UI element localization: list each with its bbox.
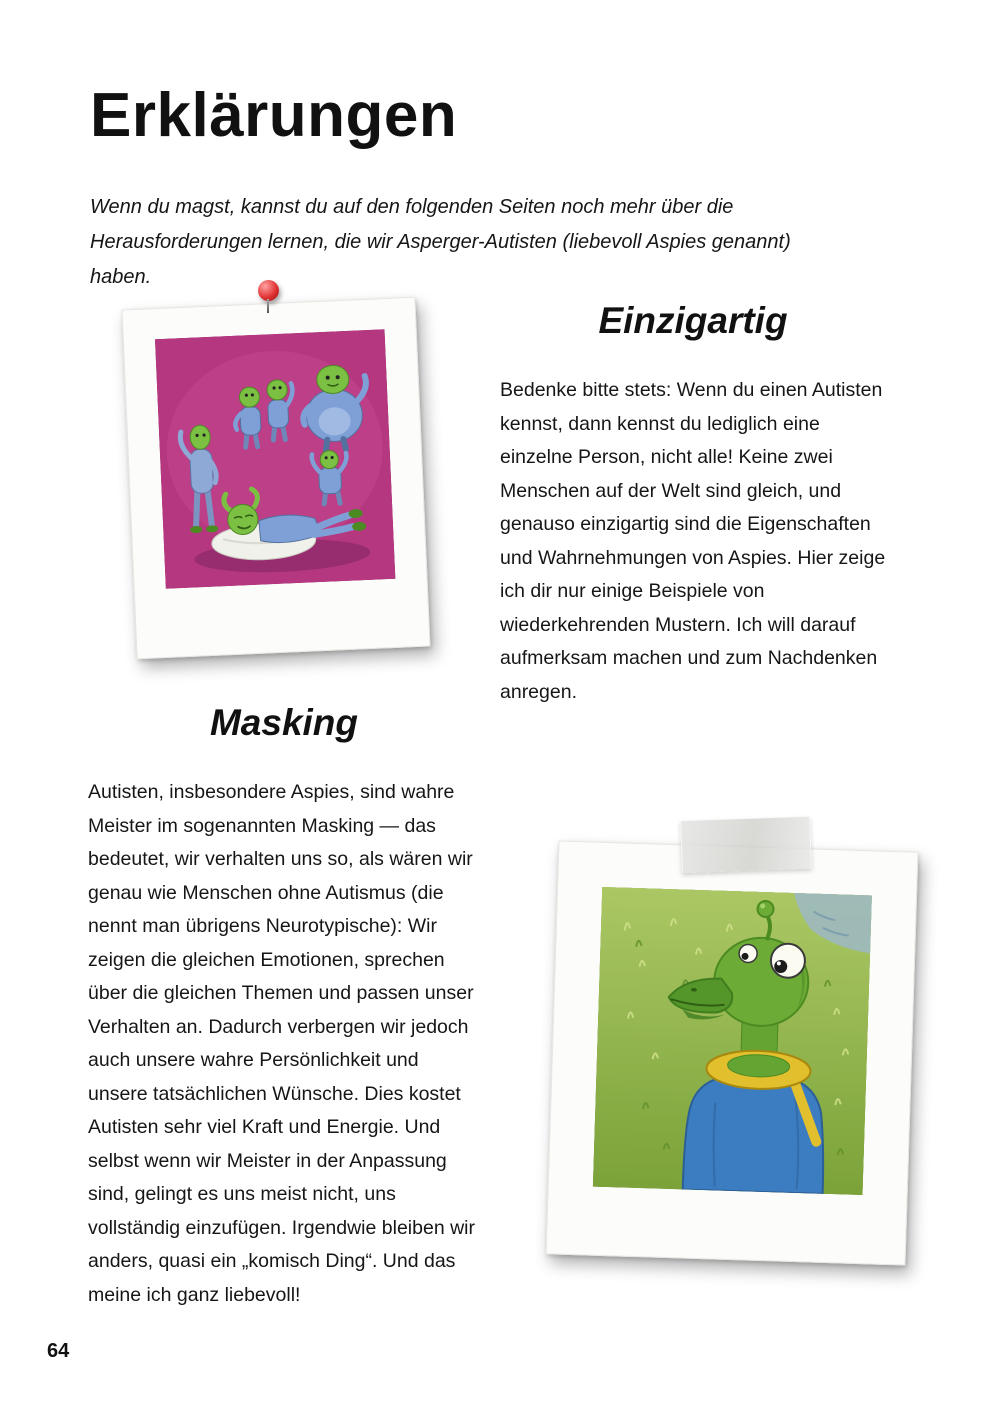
duck-illustration: [593, 887, 872, 1195]
masking-body: Autisten, insbesondere Aspies, sind wahre Meister im sogenannten Masking — das bedeutet, wir verhalten uns so, als wären wir genau wie Menschen ohne Autismus (die nennt man übrigens Neurotypische): Wir zeigen die gleichen Emotionen, sprechen über die gleichen Themen und passen unser Verhalten an. Dadurch verbergen wir jedoch auch unsere wahre Persönlichkeit und unsere tatsächlichen Wünsche. Dies kostet Autisten sehr viel Kraft und Energie. Und selbst wenn wir Meister in der Anpassung sind, gelingt es uns meist nicht, uns vollständig einzufügen. Irgendwie bleiben wir anders, quasi ein „komisch Ding“. Und das meine ich ganz liebevoll!: [88, 781, 475, 1306]
page-number: 64: [47, 1340, 70, 1362]
einzigartig-heading: Einzigartig: [598, 300, 788, 341]
aliens-polaroid: [122, 297, 431, 659]
section-masking: [88, 702, 480, 1312]
aliens-photo: [155, 329, 396, 589]
masking-heading: Masking: [209, 702, 359, 743]
duck-body: [683, 1074, 827, 1194]
page-title: Erklärungen: [90, 81, 458, 150]
intro-paragraph: Wenn du magst, kannst du auf den folgenden Seiten noch mehr über die Herausforderungen lernen, die wir Asperger-Autisten (liebevoll Aspies genannt) haben.: [90, 196, 791, 288]
duck-polaroid: [546, 840, 919, 1265]
section-einzigartig: [500, 300, 886, 709]
einzigartig-body: Bedenke bitte stets: Wenn du einen Autisten kennst, dann kennst du lediglich eine einzelne Person, nicht alle! Keine zwei Menschen auf der Welt sind gleich, und genauso einzigartig sind die Eigenschaften und Wahrnehmungen von Aspies. Hier zeige ich dir nur einige Beispiele von wiederkehrenden Mustern. Ich will darauf aufmerksam machen und zum Nachdenken anregen.: [500, 379, 886, 703]
duck-photo: [593, 887, 872, 1195]
aliens-illustration: [155, 329, 396, 589]
push-pin-icon: [258, 280, 279, 301]
tape-icon: [680, 817, 812, 874]
